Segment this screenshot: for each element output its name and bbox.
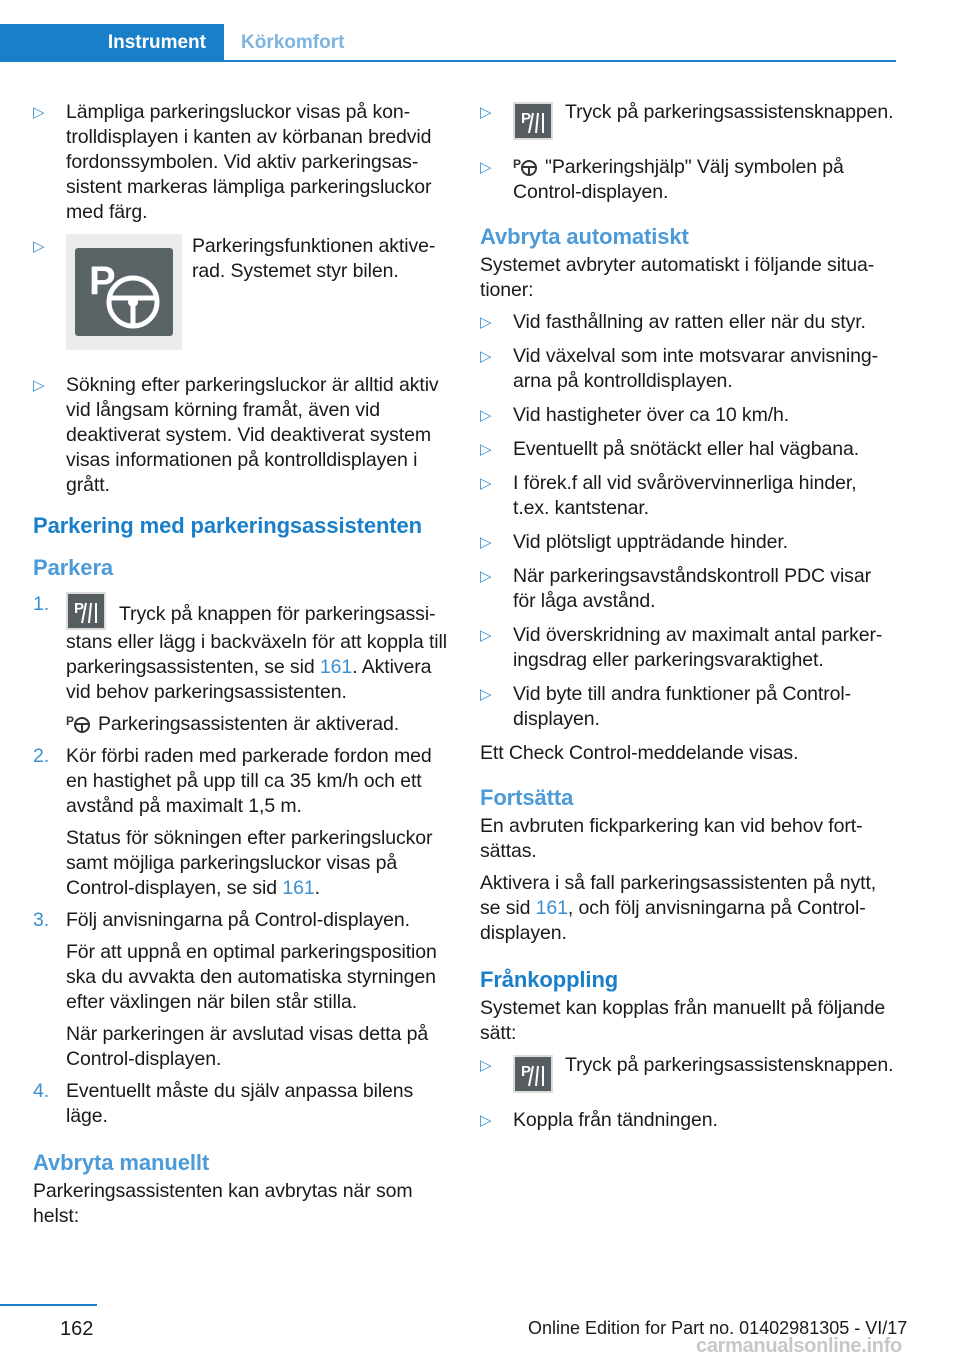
- list-item: ▷ Vid plötsligt uppträdande hinder.: [480, 531, 788, 553]
- header-divider: [0, 60, 896, 62]
- list-item: ▷ Vid fasthållning av ratten eller när du styr.: [480, 311, 866, 333]
- parking-assist-button-icon: [513, 102, 553, 140]
- section-heading: Parkering med parkeringsassistenten: [33, 513, 422, 538]
- bullet-marker: ▷: [480, 441, 492, 458]
- bullet-marker: ▷: [33, 238, 45, 255]
- bullet-marker: ▷: [480, 627, 492, 644]
- left-column: ▷ Lämpliga parkeringsluckor visas på kontrolldisplayen i kanten av körbanan bredvid fordonssymbolen. Vid aktiv parkeringsassistent markeras lämpliga parkeringsluckor med färg. ▷ P Parkeringsfunktionen aktiverad. Systemet styr bilen. ▷ Sökning efter parkeringsluckor är alltid aktiv vid långsam körning framåt, även vid deaktiverat system. Vid deaktiverat system visas informationen på kontrolldisplayen i grått. Parkering med parkeringsassistenten Parkera 1. P Tryck på knappen för parkeringsassistans eller lägg i backväxeln för att koppla till parkeringsassistenten, se sid 161. Aktivera vid behov parkeringsassistenten. P Parkeringsassistenten är aktiverad. 2. Kör förbi raden med parkerade fordon med en hastighet på upp till ca 35 km/h och ett avstånd på maximalt 1,5 m. Status för sökningen efter parkeringsluckor samt möjliga parkeringsluckor visas på Control-displayen, se sid 161. 3. Följ anvisningarna på Control-displayen. För att uppnå en optimal parkeringsposition ska du avvakta den automatiska styrningen efter växlingen när bilen står stilla. När parkeringen är avslutad visas detta på Control-displayen. 4. Eventuellt måste du själv anpassa bilens läge. Avbryta manuellt Parkeringsassistenten kan avbrytas när som helst:: [33, 101, 447, 1227]
- bullet-marker: ▷: [480, 568, 492, 585]
- bullet-marker: ▷: [480, 475, 492, 492]
- svg-text:P: P: [521, 110, 531, 127]
- subsection-heading: Avbryta manuellt: [33, 1150, 210, 1175]
- svg-text:P: P: [66, 714, 74, 728]
- svg-text:P: P: [513, 157, 521, 171]
- list-item: ▷ Lämpliga parkeringsluckor visas på kontrolldisplayen i kanten av körbanan bredvid fordonssymbolen. Vid aktiv parkeringsassistent markeras lämpliga parkeringsluckor med färg.: [33, 101, 432, 223]
- bullet-marker: ▷: [480, 407, 492, 424]
- parking-assist-button-icon: [66, 592, 106, 630]
- tab-instrument[interactable]: Instrument: [0, 24, 224, 62]
- edition-note: Online Edition for Part no. 01402981305 - VI/17: [528, 1318, 908, 1338]
- bullet-marker: ▷: [480, 104, 492, 121]
- right-column: ▷ P Tryck på parkeringsassistensknappen. ▷ P "Parkeringshjälp" Välj symbolen på Control-displayen. Avbryta automatiskt Systemet avbryter automatiskt i följande situationer: ▷ Vid fasthållning av ratten eller när du styr. ▷ Vid växelval som inte motsvarar anvisningarna på kontrolldisplayen. ▷ Vid hastigheter över ca 10 km/h. ▷ Eventuellt på snötäckt eller hal vägbana. ▷ I förek.f all vid svårövervinnerliga hinder, t.ex. kantstenar. ▷ Vid plötsligt uppträdande hinder. ▷ När parkeringsavståndskontroll PDC visar för låga avstånd. ▷ Vid överskridning av maximalt antal parkeringsdrag eller parkeringsvaraktighet. ▷ Vid byte till andra funktioner på Control-displayen. Ett Check Control-meddelande visas. Fortsätta En avbruten fickparkering kan vid behov fortsättas. Aktivera i så fall parkeringsassistenten på nytt, se sid 161, och följ anvisningarna på Control-displayen. Frånkoppling Systemet kan kopplas från manuellt på följande sätt: ▷ P Tryck på parkeringsassistensknappen. ▷ Koppla från tändningen.: [480, 100, 896, 1142]
- bullet-marker: ▷: [480, 348, 492, 365]
- list-item: ▷ Vid växelval som inte motsvarar anvisningarna på kontrolldisplayen.: [480, 345, 879, 392]
- bullet-marker: ▷: [480, 686, 492, 703]
- page-link[interactable]: 161: [319, 656, 353, 678]
- list-item: ▷ Vid överskridning av maximalt antal parkeringsdrag eller parkeringsvaraktighet.: [480, 624, 883, 671]
- parking-assist-active-icon: [66, 713, 92, 733]
- list-item: ▷ P Tryck på parkeringsassistensknappen.: [480, 100, 896, 146]
- list-item: ▷ P Parkeringsfunktionen aktiverad. Systemet styr bilen.: [33, 234, 448, 364]
- subsection-heading: Frånkoppling: [480, 967, 619, 992]
- subsection-heading: Parkera: [33, 555, 114, 580]
- bullet-marker: ▷: [33, 377, 45, 394]
- bullet-marker: ▷: [480, 1057, 492, 1074]
- list-item: ▷ P "Parkeringshjälp" Välj symbolen på Control-displayen.: [480, 156, 844, 203]
- bullet-marker: ▷: [480, 534, 492, 551]
- parking-function-icon: [66, 234, 182, 350]
- subsection-heading: Avbryta automatiskt: [480, 224, 689, 249]
- list-item: 1. P Tryck på knappen för parkeringsassistans eller lägg i backväxeln för att koppla till parkeringsassistenten, se sid 161. Aktivera vid behov parkeringsassistenten. P Parkeringsassistenten är aktiverad.: [33, 593, 447, 735]
- list-item: ▷ Eventuellt på snötäckt eller hal vägbana.: [480, 438, 860, 460]
- bullet-marker: ▷: [480, 1112, 492, 1129]
- page-link[interactable]: 161: [282, 877, 315, 899]
- list-item: 4. Eventuellt måste du själv anpassa bilens läge.: [33, 1080, 414, 1127]
- list-item: ▷ Sökning efter parkeringsluckor är alltid aktiv vid långsam körning framåt, även vid deaktiverat system. Vid deaktiverat system visas informationen på kontrolldisplayen i grått.: [33, 374, 439, 496]
- bullet-marker: ▷: [33, 104, 45, 121]
- page-number: 162: [60, 1318, 94, 1340]
- list-item: 3. Följ anvisningarna på Control-displayen. För att uppnå en optimal parkeringsposition ska du avvakta den automatiska styrningen efter växlingen när bilen står stilla. När parkeringen är avslutad visas detta på Control-displayen.: [33, 909, 437, 1070]
- list-item: ▷ När parkeringsavståndskontroll PDC visar för låga avstånd.: [480, 565, 871, 612]
- parking-assist-button-icon: [513, 1055, 553, 1093]
- parking-assist-symbol-icon: [513, 156, 539, 176]
- list-item: ▷ Vid hastigheter över ca 10 km/h.: [480, 404, 790, 426]
- svg-text:P: P: [89, 259, 116, 303]
- bullet-marker: ▷: [480, 159, 492, 176]
- list-item: 2. Kör förbi raden med parkerade fordon med en hastighet på upp till ca 35 km/h och ett avstånd på maximalt 1,5 m. Status för sökningen efter parkeringsluckor samt möjliga parkeringsluckor visas på Control-displayen, se sid 161.: [33, 745, 433, 899]
- page-link[interactable]: 161: [535, 897, 568, 919]
- bullet-marker: ▷: [480, 314, 492, 331]
- list-item: ▷ Vid byte till andra funktioner på Control-displayen.: [480, 683, 851, 730]
- list-item: ▷ P Tryck på parkeringsassistensknappen.: [480, 1053, 896, 1099]
- svg-text:P: P: [74, 600, 84, 617]
- page-header: [0, 0, 896, 62]
- watermark: carmanualsonline.info: [696, 1335, 902, 1357]
- footer-divider: [0, 1304, 97, 1306]
- list-item: ▷ I förek.f all vid svårövervinnerliga hinder, t.ex. kantstenar.: [480, 472, 857, 519]
- list-item: ▷ Koppla från tändningen.: [480, 1109, 718, 1131]
- subsection-heading: Fortsätta: [480, 785, 574, 810]
- tab-korkomfort[interactable]: Körkomfort: [241, 32, 345, 53]
- svg-text:P: P: [521, 1063, 531, 1080]
